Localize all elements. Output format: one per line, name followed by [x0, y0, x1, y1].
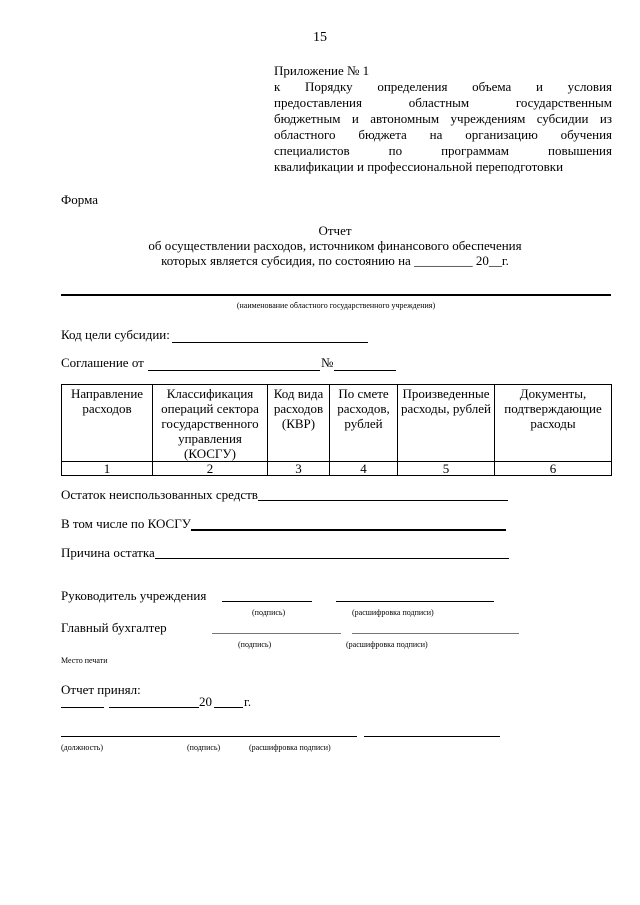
accepted-year-suffix: г.: [244, 694, 252, 709]
appendix-line: предоставления областным государственным: [274, 95, 612, 110]
year-blank: 20__г.: [475, 253, 509, 268]
accountant-signature-field[interactable]: [212, 620, 341, 634]
accountant-decode-caption: (расшифровка подписи): [346, 640, 428, 649]
accepted-day-field[interactable]: [61, 696, 104, 708]
accountant-decode-field[interactable]: [352, 620, 519, 634]
accepted-sign-caption: (подпись): [187, 743, 221, 752]
kosgu-label: В том числе по КОСГУ: [61, 516, 191, 531]
agreement-date-field[interactable]: [148, 357, 320, 371]
head-sign-caption: (подпись): [252, 608, 286, 617]
institution-caption: (наименование областного государственного учреждения): [236, 301, 436, 310]
accepted-position-caption: (должность): [61, 743, 103, 752]
reason-field[interactable]: [155, 546, 509, 559]
head-decode-caption: (расшифровка подписи): [352, 608, 434, 617]
title-line: Отчет: [318, 223, 352, 238]
date-blank: _________: [414, 253, 473, 268]
table-number-cell: 2: [153, 462, 268, 476]
table-header-cell: Произведенные расходы, рублей: [398, 385, 495, 462]
page-number: 15: [313, 30, 327, 45]
appendix-line: бюджетным и автономным учреждениям субсидии из: [274, 111, 612, 126]
head-label: Руководитель учреждения: [61, 588, 207, 603]
institution-line[interactable]: [61, 294, 611, 296]
form-label: Форма: [61, 192, 98, 207]
accepted-decode-caption: (расшифровка подписи): [249, 743, 331, 752]
accountant-sign-caption: (подпись): [238, 640, 272, 649]
title-line: об осуществлении расходов, источником финансового обеспечения: [148, 238, 522, 253]
table-number-cell: 5: [398, 462, 495, 476]
agreement-number-field[interactable]: [334, 357, 396, 371]
table-number-cell: 4: [330, 462, 398, 476]
accountant-label: Главный бухгалтер: [61, 620, 167, 635]
appendix-line: квалификации и профессиональной переподготовки: [274, 159, 564, 174]
stamp-place: Место печати: [61, 656, 108, 665]
table-number-row: [62, 462, 612, 476]
table-number-cell: 1: [62, 462, 153, 476]
table-header-cell: Направление расходов: [62, 385, 153, 462]
accepted-month-field[interactable]: [109, 696, 199, 708]
accepted-year-prefix: 20: [199, 694, 212, 709]
accepted-decode-field[interactable]: [364, 725, 500, 737]
table-header-row: [62, 385, 612, 462]
appendix-block: [274, 63, 612, 175]
report-title: [0, 223, 640, 268]
accepted-label: Отчет принял:: [61, 682, 141, 697]
table-header-cell: Классификация операций сектора государственного управления (КОСГУ): [153, 385, 268, 462]
appendix-line: Приложение № 1: [274, 63, 370, 78]
accepted-year-field[interactable]: [214, 696, 243, 708]
table-header-cell: Документы, подтверждающие расходы: [495, 385, 612, 462]
accepted-position-signature-field[interactable]: [61, 725, 357, 737]
appendix-line: специалистов по программам повышения: [274, 143, 612, 158]
agreement-number-label: №: [321, 355, 334, 370]
remainder-label: Остаток неиспользованных средств: [61, 487, 258, 502]
kosgu-field[interactable]: [191, 516, 506, 531]
table-number-cell: 6: [495, 462, 612, 476]
appendix-line: областного бюджета на организацию обучения: [274, 127, 612, 142]
subsidy-goal-field[interactable]: [172, 329, 368, 343]
head-decode-field[interactable]: [336, 589, 494, 602]
remainder-field[interactable]: [258, 488, 508, 501]
title-prefix: которых является субсидия, по состоянию на: [161, 253, 411, 268]
table-number-cell: 3: [268, 462, 330, 476]
table-header-cell: По смете расходов, рублей: [330, 385, 398, 462]
title-line: [0, 253, 640, 268]
appendix-line: к Порядку определения объема и условия: [274, 79, 612, 94]
reason-label: Причина остатка: [61, 545, 155, 560]
agreement-label: Соглашение от: [61, 355, 144, 370]
expenses-table: [61, 384, 612, 476]
table-header-cell: Код вида расходов (КВР): [268, 385, 330, 462]
head-signature-field[interactable]: [222, 589, 312, 602]
subsidy-goal-label: Код цели субсидии:: [61, 327, 170, 342]
